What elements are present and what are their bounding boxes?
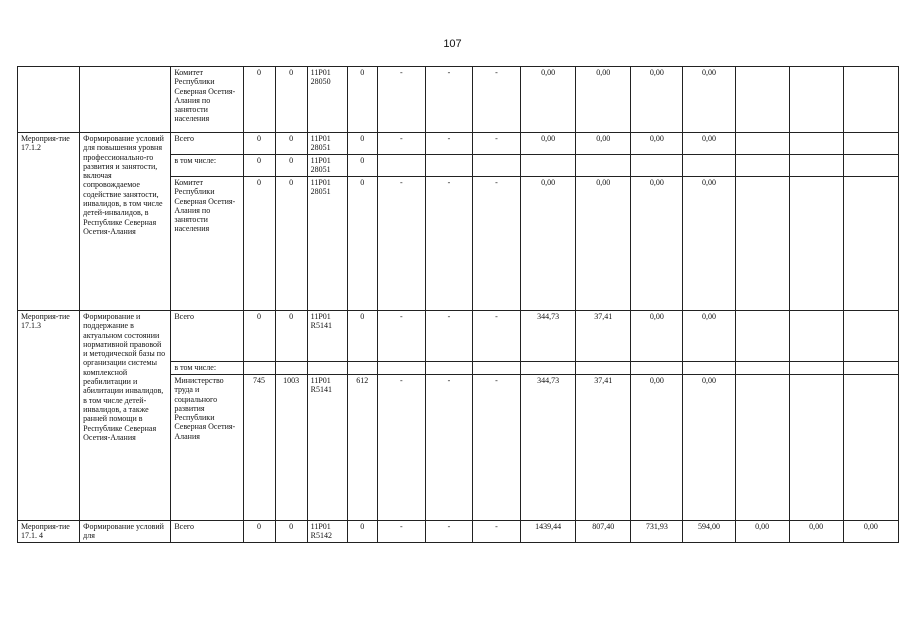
value-cell [576, 362, 631, 375]
vr-cell: 0 [347, 521, 377, 543]
value-cell: 1439,44 [521, 521, 576, 543]
value-cell [789, 133, 843, 155]
measure-cell [18, 67, 80, 133]
value-cell [843, 155, 898, 177]
value-cell: 37,41 [576, 375, 631, 521]
value-cell: 0,00 [576, 133, 631, 155]
csr-cell: 11Р01 R5142 [307, 521, 347, 543]
description-cell [80, 67, 171, 133]
value-cell: 0,00 [683, 375, 735, 521]
value-cell [735, 375, 789, 521]
rzpr-cell: 0 [275, 521, 307, 543]
year-cell: - [472, 67, 520, 133]
value-cell [735, 67, 789, 133]
year-cell: - [377, 177, 425, 311]
budget-table [17, 66, 899, 543]
value-cell: 344,73 [521, 311, 576, 362]
value-cell: 0,00 [683, 311, 735, 362]
year-cell: - [472, 521, 520, 543]
year-cell: - [472, 375, 520, 521]
year-cell: - [425, 311, 472, 362]
value-cell [631, 155, 683, 177]
year-cell: - [377, 67, 425, 133]
value-cell: 807,40 [576, 521, 631, 543]
value-cell [735, 177, 789, 311]
value-cell: 0,00 [631, 177, 683, 311]
value-cell [521, 155, 576, 177]
csr-cell [307, 362, 347, 375]
measure-cell: Мероприя-тие 17.1. 4 [18, 521, 80, 543]
year-cell: - [425, 133, 472, 155]
value-cell: 731,93 [631, 521, 683, 543]
value-cell: 0,00 [631, 133, 683, 155]
year-cell: - [472, 177, 520, 311]
executor-cell: в том числе: [171, 155, 243, 177]
description-cell: Формирование и поддержание в актуальном состоянии нормативной правовой и методической базы по организации системы комплексной реабилитации и абилитации инвалидов, в том числе детей-инвалидов, а также ранней помощи в Республике Северная Осетия-Алания [80, 311, 171, 521]
value-cell [735, 133, 789, 155]
value-cell: 0,00 [631, 375, 683, 521]
value-cell [521, 362, 576, 375]
table-row [18, 311, 899, 362]
rzpr-cell: 0 [275, 67, 307, 133]
value-cell: 0,00 [789, 521, 843, 543]
csr-cell: 11Р01 R5141 [307, 311, 347, 362]
value-cell: 594,00 [683, 521, 735, 543]
value-cell: 0,00 [683, 67, 735, 133]
measure-cell: Мероприя-тие 17.1.2 [18, 133, 80, 311]
value-cell [789, 375, 843, 521]
value-cell [843, 177, 898, 311]
value-cell [735, 311, 789, 362]
executor-cell: Комитет Республики Северная Осетия-Алания по занятости населения [171, 177, 243, 311]
value-cell: 0,00 [576, 177, 631, 311]
year-cell: - [425, 67, 472, 133]
value-cell [683, 362, 735, 375]
value-cell [843, 133, 898, 155]
vr-cell: 0 [347, 133, 377, 155]
value-cell: 0,00 [843, 521, 898, 543]
year-cell: - [377, 133, 425, 155]
year-cell: - [377, 521, 425, 543]
value-cell: 0,00 [521, 67, 576, 133]
grbs-cell: 0 [243, 67, 275, 133]
csr-cell: 11Р01 28051 [307, 155, 347, 177]
value-cell: 0,00 [521, 133, 576, 155]
value-cell: 0,00 [576, 67, 631, 133]
grbs-cell: 0 [243, 133, 275, 155]
value-cell: 37,41 [576, 311, 631, 362]
grbs-cell: 745 [243, 375, 275, 521]
value-cell: 0,00 [735, 521, 789, 543]
rzpr-cell: 0 [275, 177, 307, 311]
year-cell: - [377, 375, 425, 521]
table-row [18, 133, 899, 155]
csr-cell: 11Р01 R5141 [307, 375, 347, 521]
value-cell: 0,00 [521, 177, 576, 311]
value-cell [789, 362, 843, 375]
vr-cell: 0 [347, 155, 377, 177]
value-cell: 0,00 [631, 311, 683, 362]
year-cell: - [425, 521, 472, 543]
grbs-cell: 0 [243, 521, 275, 543]
value-cell [789, 155, 843, 177]
year-cell: - [377, 311, 425, 362]
year-cell: - [425, 177, 472, 311]
executor-cell: в том числе: [171, 362, 243, 375]
description-cell: Формирование условий для повышения уровня профессионально-го развития и занятости, включая сопровождаемое содействие занятости, инвалидов, в том числе детей-инвалидов, в Республике Северная Осетия-Алания [80, 133, 171, 311]
value-cell [843, 375, 898, 521]
value-cell: 0,00 [683, 133, 735, 155]
grbs-cell: 0 [243, 177, 275, 311]
vr-cell [347, 362, 377, 375]
description-cell: Формирование условий для [80, 521, 171, 543]
csr-cell: 11Р01 28051 [307, 177, 347, 311]
page-number: 107 [443, 38, 462, 50]
table-row [18, 521, 899, 543]
year-cell [472, 362, 520, 375]
value-cell [843, 362, 898, 375]
executor-cell: Всего [171, 133, 243, 155]
rzpr-cell: 0 [275, 155, 307, 177]
year-cell: - [425, 375, 472, 521]
value-cell [789, 177, 843, 311]
value-cell [843, 67, 898, 133]
value-cell [789, 311, 843, 362]
vr-cell: 612 [347, 375, 377, 521]
value-cell: 344,73 [521, 375, 576, 521]
value-cell: 0,00 [683, 177, 735, 311]
year-cell [377, 362, 425, 375]
rzpr-cell: 0 [275, 133, 307, 155]
executor-cell: Всего [171, 521, 243, 543]
vr-cell: 0 [347, 177, 377, 311]
executor-cell: Комитет Республики Северная Осетия-Алания по занятости населения [171, 67, 243, 133]
table-row [18, 67, 899, 133]
csr-cell: 11Р01 28051 [307, 133, 347, 155]
grbs-cell: 0 [243, 311, 275, 362]
grbs-cell: 0 [243, 155, 275, 177]
vr-cell: 0 [347, 67, 377, 133]
csr-cell: 11Р01 28050 [307, 67, 347, 133]
year-cell [425, 362, 472, 375]
grbs-cell [243, 362, 275, 375]
value-cell [843, 311, 898, 362]
vr-cell: 0 [347, 311, 377, 362]
year-cell [377, 155, 425, 177]
value-cell: 0,00 [631, 67, 683, 133]
rzpr-cell [275, 362, 307, 375]
year-cell [425, 155, 472, 177]
year-cell [472, 155, 520, 177]
year-cell: - [472, 133, 520, 155]
value-cell [631, 362, 683, 375]
rzpr-cell: 0 [275, 311, 307, 362]
value-cell [576, 155, 631, 177]
value-cell [789, 67, 843, 133]
value-cell [683, 155, 735, 177]
rzpr-cell: 1003 [275, 375, 307, 521]
value-cell [735, 155, 789, 177]
executor-cell: Министерство труда и социального развития Республики Северная Осетия-Алания [171, 375, 243, 521]
year-cell: - [472, 311, 520, 362]
measure-cell: Мероприя-тие 17.1.3 [18, 311, 80, 521]
executor-cell: Всего [171, 311, 243, 362]
value-cell [735, 362, 789, 375]
